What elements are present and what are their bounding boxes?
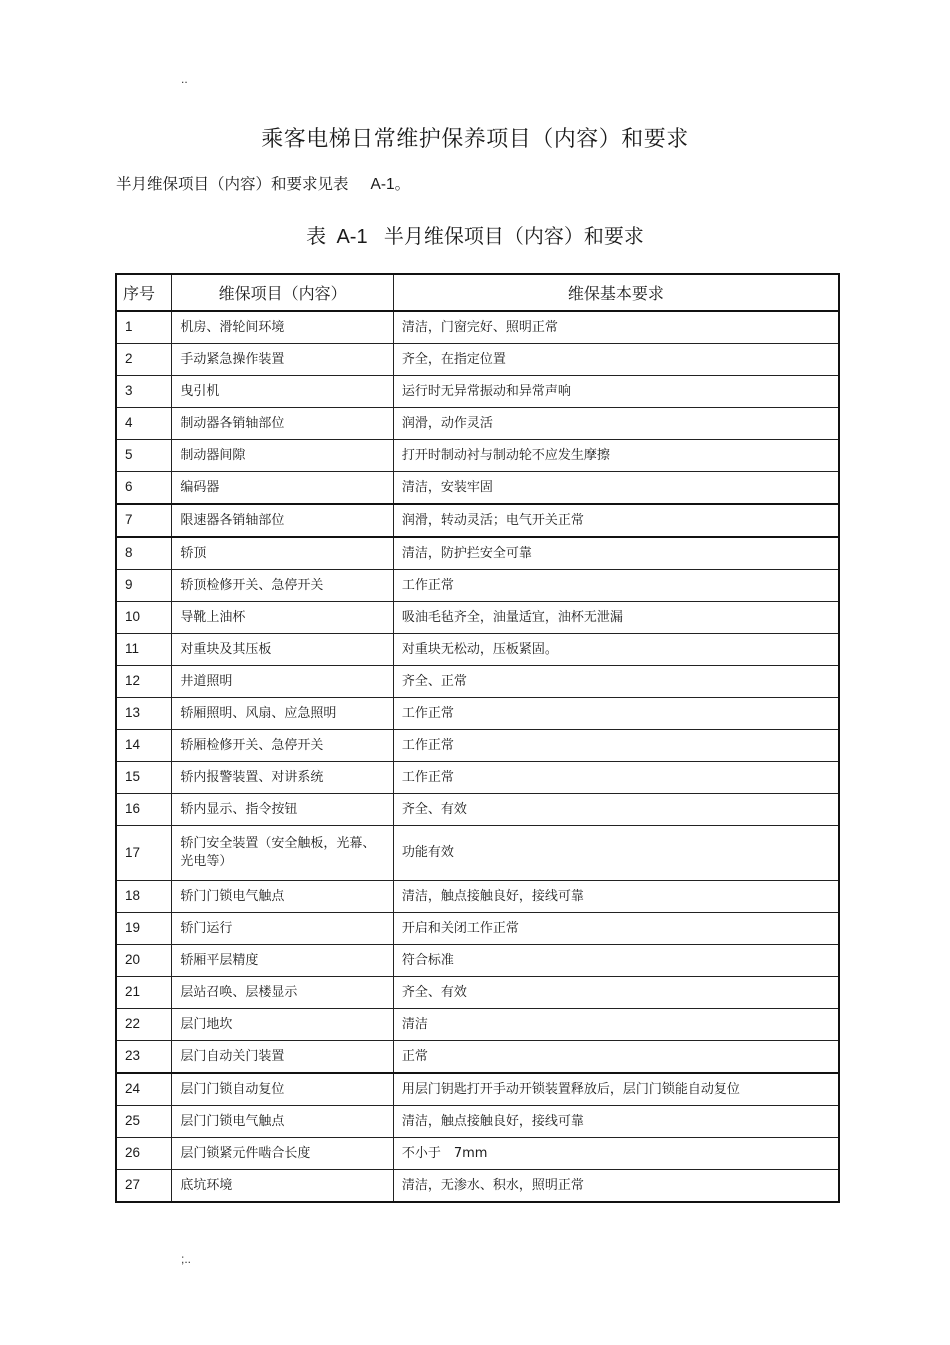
- document-title: 乘客电梯日常维护保养项目（内容）和要求: [261, 127, 689, 152]
- cell-item: 轿门安全装置（安全触板，光幕、光电等）: [172, 826, 393, 881]
- table-row: [116, 1138, 839, 1170]
- cell-item: 导靴上油杯: [172, 602, 393, 634]
- cell-requirement: 齐全，在指定位置: [393, 344, 839, 376]
- cell-item: 轿厢检修开关、急停开关: [172, 730, 393, 762]
- cell-item: 层门锁紧元件啮合长度: [172, 1138, 393, 1170]
- table-row: [116, 666, 839, 698]
- cell-item: 层门门锁自动复位: [172, 1073, 393, 1106]
- table-title: [0, 220, 950, 249]
- cell-requirement: 吸油毛毡齐全，油量适宜，油杯无泄漏: [393, 602, 839, 634]
- cell-no: 10: [116, 602, 172, 634]
- cell-item: 轿门运行: [172, 913, 393, 945]
- cell-item: 层站召唤、层楼显示: [172, 977, 393, 1009]
- table-row: [116, 408, 839, 440]
- cell-no: 14: [116, 730, 172, 762]
- cell-requirement: 清洁，无渗水、积水，照明正常: [393, 1170, 839, 1203]
- intro-table-ref: A-1: [370, 176, 395, 193]
- cell-requirement: 清洁，门窗完好、照明正常: [393, 311, 839, 344]
- cell-no: 3: [116, 376, 172, 408]
- cell-no: 4: [116, 408, 172, 440]
- cell-item: 限速器各销轴部位: [172, 504, 393, 537]
- cell-requirement: 清洁，触点接触良好，接线可靠: [393, 881, 839, 913]
- cell-requirement: 功能有效: [393, 826, 839, 881]
- table-row: [116, 794, 839, 826]
- cell-requirement: 润滑，动作灵活: [393, 408, 839, 440]
- table-row: [116, 1106, 839, 1138]
- cell-requirement: 运行时无异常振动和异常声响: [393, 376, 839, 408]
- cell-item: 层门自动关门装置: [172, 1041, 393, 1074]
- cell-requirement: 用层门钥匙打开手动开锁装置释放后，层门门锁能自动复位: [393, 1073, 839, 1106]
- table-header-row: [116, 274, 839, 311]
- cell-no: 25: [116, 1106, 172, 1138]
- table-row: [116, 1170, 839, 1203]
- cell-requirement: 符合标准: [393, 945, 839, 977]
- cell-item: 手动紧急操作装置: [172, 344, 393, 376]
- cell-item: 轿内报警装置、对讲系统: [172, 762, 393, 794]
- cell-no: 6: [116, 472, 172, 505]
- cell-no: 22: [116, 1009, 172, 1041]
- cell-requirement: 清洁，防护拦安全可靠: [393, 537, 839, 570]
- cell-no: 18: [116, 881, 172, 913]
- cell-requirement: 工作正常: [393, 698, 839, 730]
- table-title-code: A-1: [336, 226, 368, 248]
- cell-requirement: 齐全、有效: [393, 794, 839, 826]
- cell-item: 轿内显示、指令按钮: [172, 794, 393, 826]
- table-row: [116, 881, 839, 913]
- cell-requirement: 润滑，转动灵活；电气开关正常: [393, 504, 839, 537]
- cell-requirement: 不小于 7mm: [393, 1138, 839, 1170]
- cell-item: 层门门锁电气触点: [172, 1106, 393, 1138]
- cell-requirement: 正常: [393, 1041, 839, 1074]
- cell-no: 26: [116, 1138, 172, 1170]
- cell-no: 27: [116, 1170, 172, 1203]
- cell-no: 9: [116, 570, 172, 602]
- table-row: [116, 1041, 839, 1074]
- table-row: [116, 730, 839, 762]
- cell-item: 对重块及其压板: [172, 634, 393, 666]
- table-row: [116, 1009, 839, 1041]
- cell-no: 7: [116, 504, 172, 537]
- cell-item: 轿厢照明、风扇、应急照明: [172, 698, 393, 730]
- cell-requirement: 对重块无松动，压板紧固。: [393, 634, 839, 666]
- cell-item: 层门地坎: [172, 1009, 393, 1041]
- table-row: [116, 977, 839, 1009]
- cell-requirement: 打开时制动衬与制动轮不应发生摩擦: [393, 440, 839, 472]
- table-row: [116, 634, 839, 666]
- header-requirement: 维保基本要求: [393, 274, 839, 311]
- cell-item: 底坑环境: [172, 1170, 393, 1203]
- intro-text: 半月维保项目（内容）和要求见表: [116, 175, 349, 193]
- table-row: [116, 1073, 839, 1106]
- cell-no: 8: [116, 537, 172, 570]
- cell-no: 15: [116, 762, 172, 794]
- page-bottom-marker: ;..: [181, 1252, 192, 1266]
- header-no: 序号: [116, 274, 172, 311]
- cell-no: 17: [116, 826, 172, 881]
- cell-no: 1: [116, 311, 172, 344]
- cell-item: 轿顶: [172, 537, 393, 570]
- cell-requirement: 清洁，触点接触良好，接线可靠: [393, 1106, 839, 1138]
- table-title-prefix: 表: [306, 224, 327, 248]
- table-row: [116, 311, 839, 344]
- intro-paragraph: [116, 172, 410, 194]
- cell-no: 11: [116, 634, 172, 666]
- cell-requirement: 齐全、正常: [393, 666, 839, 698]
- cell-no: 13: [116, 698, 172, 730]
- table-row: [116, 913, 839, 945]
- cell-no: 20: [116, 945, 172, 977]
- table-row: [116, 762, 839, 794]
- cell-no: 24: [116, 1073, 172, 1106]
- cell-no: 19: [116, 913, 172, 945]
- cell-no: 12: [116, 666, 172, 698]
- cell-item: 轿顶检修开关、急停开关: [172, 570, 393, 602]
- table-row: [116, 826, 839, 881]
- table-row: [116, 440, 839, 472]
- cell-requirement: 清洁，安装牢固: [393, 472, 839, 505]
- intro-end: 。: [394, 175, 411, 193]
- cell-requirement: 工作正常: [393, 762, 839, 794]
- cell-item: 制动器间隙: [172, 440, 393, 472]
- table-row: [116, 472, 839, 505]
- cell-item: 轿门门锁电气触点: [172, 881, 393, 913]
- maintenance-table: [115, 273, 840, 1203]
- cell-requirement: 工作正常: [393, 570, 839, 602]
- cell-item: 机房、滑轮间环境: [172, 311, 393, 344]
- table-row: [116, 504, 839, 537]
- cell-item: 曳引机: [172, 376, 393, 408]
- cell-no: 21: [116, 977, 172, 1009]
- table-row: [116, 570, 839, 602]
- cell-no: 16: [116, 794, 172, 826]
- cell-requirement: 开启和关闭工作正常: [393, 913, 839, 945]
- table-row: [116, 344, 839, 376]
- cell-item: 编码器: [172, 472, 393, 505]
- table-row: [116, 698, 839, 730]
- cell-no: 23: [116, 1041, 172, 1074]
- table-row: [116, 602, 839, 634]
- table-row: [116, 945, 839, 977]
- table-title-text: 半月维保项目（内容）和要求: [383, 224, 644, 248]
- table-row: [116, 376, 839, 408]
- cell-item: 轿厢平层精度: [172, 945, 393, 977]
- cell-requirement: 齐全、有效: [393, 977, 839, 1009]
- table-row: [116, 537, 839, 570]
- cell-requirement: 清洁: [393, 1009, 839, 1041]
- header-item: 维保项目（内容）: [172, 274, 393, 311]
- cell-item: 制动器各销轴部位: [172, 408, 393, 440]
- cell-item: 井道照明: [172, 666, 393, 698]
- page-top-marker: ..: [181, 72, 188, 86]
- cell-no: 2: [116, 344, 172, 376]
- table-body: [116, 311, 839, 1202]
- cell-no: 5: [116, 440, 172, 472]
- cell-requirement: 工作正常: [393, 730, 839, 762]
